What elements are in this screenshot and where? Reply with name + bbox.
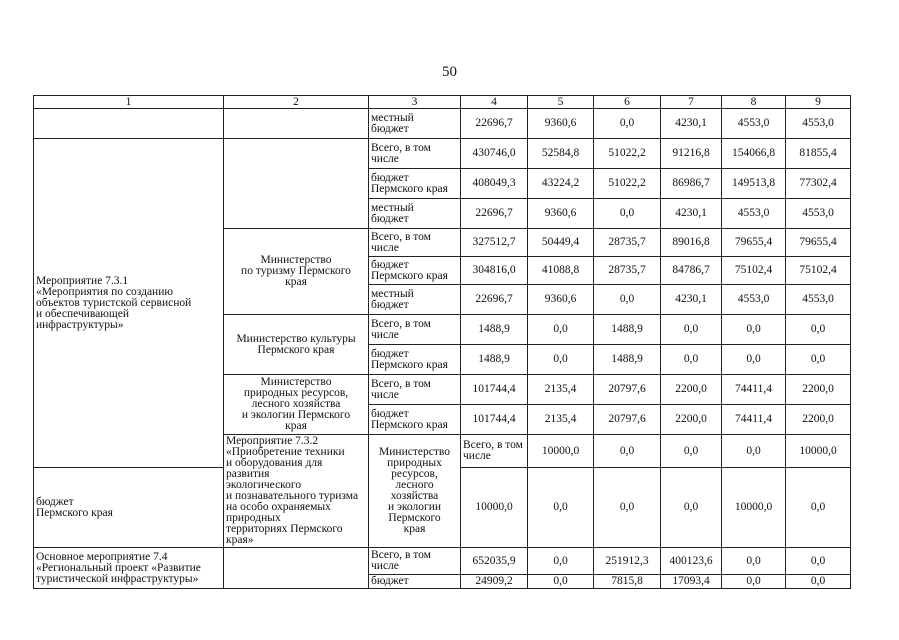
amount-cell: 0,0	[786, 315, 851, 345]
amount-cell: 0,0	[594, 109, 661, 139]
amount-cell: 4230,1	[661, 285, 722, 315]
executor-nature-ministry: Министерство природных ресурсов, лесного хозяйства и экологии Пермского края	[224, 375, 369, 435]
amount-cell: 0,0	[528, 315, 594, 345]
amount-cell: 41088,8	[528, 257, 594, 285]
amount-cell: 149513,8	[722, 169, 786, 199]
amount-cell: 0,0	[786, 575, 851, 589]
budget-source-label: местный бюджет	[369, 199, 461, 229]
amount-cell: 251912,3	[594, 548, 661, 575]
amount-cell: 0,0	[722, 435, 786, 468]
amount-cell: 91216,8	[661, 139, 722, 169]
amount-cell: 79655,4	[786, 229, 851, 257]
amount-cell: 52584,8	[528, 139, 594, 169]
amount-cell: 0,0	[594, 285, 661, 315]
budget-source-label: бюджет Пермского края	[369, 345, 461, 375]
budget-source-label: бюджет Пермского края	[369, 169, 461, 199]
budget-source-label: Всего, в том числе	[369, 375, 461, 405]
amount-cell: 75102,4	[786, 257, 851, 285]
amount-cell: 43224,2	[528, 169, 594, 199]
amount-cell: 9360,6	[528, 285, 594, 315]
column-number-3: 3	[369, 96, 461, 109]
executor-cell-empty	[224, 139, 369, 229]
budget-source-label: Всего, в том числе	[369, 229, 461, 257]
amount-cell: 77302,4	[786, 169, 851, 199]
amount-cell: 2135,4	[528, 405, 594, 435]
amount-cell: 28735,7	[594, 229, 661, 257]
amount-cell: 86986,7	[661, 169, 722, 199]
column-number-7: 7	[661, 96, 722, 109]
amount-cell: 4553,0	[722, 285, 786, 315]
amount-cell: 0,0	[661, 435, 722, 468]
amount-cell: 10000,0	[786, 435, 851, 468]
budget-source-label: бюджет Пермского края	[369, 405, 461, 435]
amount-cell: 74411,4	[722, 405, 786, 435]
amount-cell: 0,0	[661, 315, 722, 345]
amount-cell: 20797,6	[594, 405, 661, 435]
amount-cell: 84786,7	[661, 257, 722, 285]
amount-cell: 1488,9	[594, 315, 661, 345]
budget-source-label: бюджет Пермского края	[369, 257, 461, 285]
executor-nature-ministry: Министерство природных ресурсов, лесного хозяйства и экологии Пермского края	[369, 435, 461, 548]
amount-cell: 9360,6	[528, 109, 594, 139]
amount-cell: 2200,0	[661, 375, 722, 405]
amount-cell: 0,0	[594, 468, 661, 548]
amount-cell: 10000,0	[722, 468, 786, 548]
amount-cell: 0,0	[661, 468, 722, 548]
column-number-5: 5	[528, 96, 594, 109]
activity-7-4: Основное мероприятие 7.4 «Региональный проект «Развитие туристической инфраструктуры»	[34, 548, 224, 589]
table-row	[34, 139, 851, 169]
amount-cell: 408049,3	[461, 169, 528, 199]
amount-cell: 22696,7	[461, 109, 528, 139]
amount-cell: 89016,8	[661, 229, 722, 257]
amount-cell: 4553,0	[786, 109, 851, 139]
amount-cell: 101744,4	[461, 375, 528, 405]
executor-cell-empty	[224, 548, 369, 589]
amount-cell: 2200,0	[786, 375, 851, 405]
budget-source-label: местный бюджет	[369, 285, 461, 315]
amount-cell: 81855,4	[786, 139, 851, 169]
budget-table	[33, 95, 851, 589]
table-row	[34, 109, 851, 139]
executor-cell-empty	[224, 109, 369, 139]
amount-cell: 0,0	[722, 575, 786, 589]
amount-cell: 10000,0	[528, 435, 594, 468]
executor-culture-ministry: Министерство культуры Пермского края	[224, 315, 369, 375]
table-row	[34, 548, 851, 575]
amount-cell: 75102,4	[722, 257, 786, 285]
amount-cell: 0,0	[786, 345, 851, 375]
amount-cell: 0,0	[594, 199, 661, 229]
amount-cell: 20797,6	[594, 375, 661, 405]
amount-cell: 0,0	[528, 345, 594, 375]
page-number: 50	[442, 64, 457, 80]
amount-cell: 51022,2	[594, 169, 661, 199]
amount-cell: 154066,8	[722, 139, 786, 169]
amount-cell: 74411,4	[722, 375, 786, 405]
amount-cell: 1488,9	[461, 345, 528, 375]
amount-cell: 652035,9	[461, 548, 528, 575]
activity-cell-empty	[34, 109, 224, 139]
amount-cell: 2200,0	[661, 405, 722, 435]
amount-cell: 0,0	[722, 315, 786, 345]
amount-cell: 10000,0	[461, 468, 528, 548]
column-number-6: 6	[594, 96, 661, 109]
amount-cell: 0,0	[528, 575, 594, 589]
executor-tourism-ministry: Министерство по туризму Пермского края	[224, 229, 369, 315]
amount-cell: 4553,0	[722, 109, 786, 139]
amount-cell: 4230,1	[661, 109, 722, 139]
amount-cell: 0,0	[594, 435, 661, 468]
amount-cell: 101744,4	[461, 405, 528, 435]
amount-cell: 79655,4	[722, 229, 786, 257]
amount-cell: 0,0	[786, 548, 851, 575]
budget-source-label: Всего, в том числе	[369, 315, 461, 345]
column-number-8: 8	[722, 96, 786, 109]
table-header-row	[34, 96, 851, 109]
amount-cell: 4553,0	[786, 285, 851, 315]
amount-cell: 304816,0	[461, 257, 528, 285]
amount-cell: 4553,0	[786, 199, 851, 229]
budget-source-label: Всего, в том числе	[461, 435, 528, 468]
amount-cell: 0,0	[661, 345, 722, 375]
amount-cell: 400123,6	[661, 548, 722, 575]
amount-cell: 7815,8	[594, 575, 661, 589]
amount-cell: 24909,2	[461, 575, 528, 589]
amount-cell: 17093,4	[661, 575, 722, 589]
column-number-4: 4	[461, 96, 528, 109]
budget-source-label: бюджет Пермского края	[34, 468, 224, 548]
activity-7-3-2: Мероприятие 7.3.2 «Приобретение техники и оборудования для развития экологического и познавательного туризма на особо охраняемых природных территориях Пермского края»	[224, 435, 369, 548]
amount-cell: 22696,7	[461, 285, 528, 315]
amount-cell: 430746,0	[461, 139, 528, 169]
amount-cell: 9360,6	[528, 199, 594, 229]
amount-cell: 28735,7	[594, 257, 661, 285]
amount-cell: 0,0	[722, 548, 786, 575]
amount-cell: 327512,7	[461, 229, 528, 257]
budget-source-label: Всего, в том числе	[369, 139, 461, 169]
column-number-2: 2	[224, 96, 369, 109]
budget-source-label: бюджет	[369, 575, 461, 589]
column-number-9: 9	[786, 96, 851, 109]
activity-7-3-1: Мероприятие 7.3.1 «Мероприятия по созданию объектов туристской сервисной и обеспечивающей инфраструктуры»	[34, 139, 224, 468]
amount-cell: 4230,1	[661, 199, 722, 229]
amount-cell: 0,0	[786, 468, 851, 548]
amount-cell: 2200,0	[786, 405, 851, 435]
amount-cell: 2135,4	[528, 375, 594, 405]
amount-cell: 51022,2	[594, 139, 661, 169]
amount-cell: 1488,9	[594, 345, 661, 375]
amount-cell: 0,0	[528, 468, 594, 548]
amount-cell: 0,0	[722, 345, 786, 375]
column-number-1: 1	[34, 96, 224, 109]
amount-cell: 4553,0	[722, 199, 786, 229]
amount-cell: 1488,9	[461, 315, 528, 345]
budget-source-label: Всего, в том числе	[369, 548, 461, 575]
amount-cell: 0,0	[528, 548, 594, 575]
amount-cell: 50449,4	[528, 229, 594, 257]
amount-cell: 22696,7	[461, 199, 528, 229]
budget-source-label: местный бюджет	[369, 109, 461, 139]
